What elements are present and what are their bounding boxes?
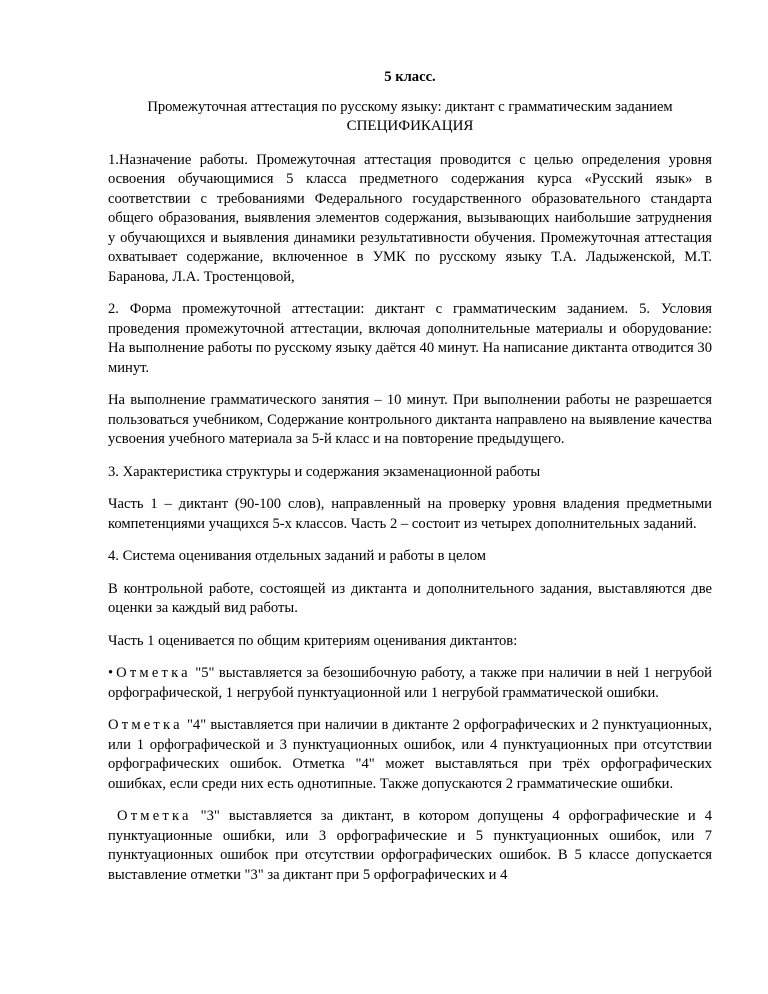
mark-5-paragraph xyxy=(108,664,712,703)
mark-4-paragraph xyxy=(108,716,712,794)
mark-3-text: "3" выставляется за диктант, в котором допущены 4 орфографические и 4 пунктуационные ошибки, или 3 орфографические и 5 пунктуационных ошибок, или 7 пунктуационных ошибок при отсутствии орфографических ошибок. В 5 классе допускается выставление отметки "3" за диктант при 5 орфографических и 4 xyxy=(108,808,712,883)
grammar-time-paragraph: На выполнение грамматического занятия – 10 минут. При выполнении работы не разрешается пользоваться учебником, Содержание контрольного диктанта направлено на выявление качества усвоения учебного материала за 5-й класс и на повторение предыдущего. xyxy=(108,392,712,447)
grading-title: 4. Система оценивания отдельных заданий и работы в целом xyxy=(108,548,486,564)
mark-5-text: "5" выставляется за безошибочную работу, а также при наличии в ней 1 негрубой орфографической, 1 негрубой пунктуационной или 1 негрубой грамматической ошибки. xyxy=(108,665,712,701)
form-paragraph: 2. Форма промежуточной аттестации: диктант с грамматическим заданием. 5. Условия проведения промежуточной аттестации, включая дополнительные материалы и оборудование: На выполнение работы по русскому языку даётся 40 минут. На написание диктанта отводится 30 минут. xyxy=(108,301,712,376)
class-title: 5 класс. xyxy=(384,69,436,85)
mark-label: Отметка xyxy=(116,808,192,824)
mark-label: Отметка xyxy=(116,665,191,681)
bullet-icon: • xyxy=(108,665,114,681)
mark-3-paragraph xyxy=(108,807,712,885)
part1-intro-paragraph: Часть 1 оценивается по общим критериям оценивания диктантов: xyxy=(108,632,518,649)
mark-label: Отметка xyxy=(108,717,183,733)
purpose-paragraph: 1.Назначение работы. Промежуточная аттестация проводится с целью определения уровня освоения обучающимися 5 класса предметного содержания курса «Русский язык» в соответствии с требованиями Федерального государственного образовательного стандарта общего образования, выявления элементов содержания, вызывающих наибольшие затруднения у обучающихся и выявления динамики результативности обучения. Промежуточная аттестация охватывает содержание, включенное в УМК по русскому языку Т.А. Ладыженской, М.Т. Баранова, Л.А. Тростенцовой, xyxy=(108,151,712,285)
document-page xyxy=(108,62,712,898)
mark-4-text: "4" выставляется при наличии в диктанте 2 орфографических и 2 пунктуационных, или 1 орфографической и 3 пунктуационных ошибок, или 4 пунктуационных при отсутствии орфографических ошибок. Отметка "4" может выставляться при трёх орфографических ошибках, если среди них есть однотипные. Также допускаются 2 грамматические ошибки. xyxy=(108,717,712,792)
grading-intro-paragraph: В контрольной работе, состоящей из диктанта и дополнительного задания, выставляются две оценки за каждый вид работы. xyxy=(108,580,712,616)
document-subtitle: Промежуточная аттестация по русскому языку: диктант с грамматическим заданием xyxy=(147,98,673,115)
structure-paragraph: Часть 1 – диктант (90-100 слов), направленный на проверку уровня владения предметными компетенциями учащихся 5-х классов. Часть 2 – состоит из четырех дополнительных заданий. xyxy=(108,496,712,532)
specification-title: СПЕЦИФИКАЦИЯ xyxy=(346,118,474,134)
structure-title: 3. Характеристика структуры и содержания экзаменационной работы xyxy=(108,463,541,480)
